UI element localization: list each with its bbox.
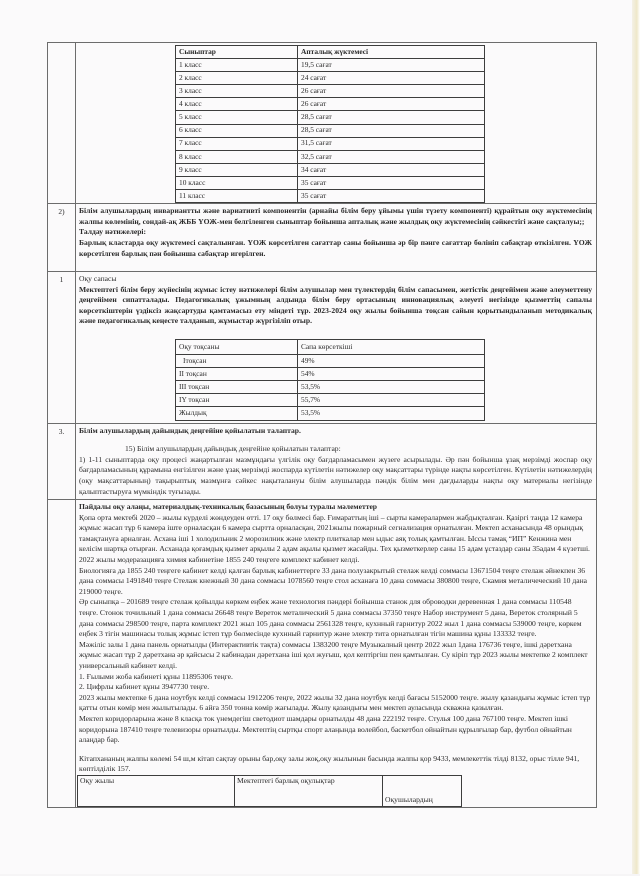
- section-title: Пайдалы оқу алаңы, материалдық-техникалық базасының болуы туралы мәлеметтер: [79, 502, 378, 512]
- quarter-cell: II тоқсан: [176, 368, 298, 381]
- class-cell: 5 класс: [176, 111, 298, 124]
- section-title: Оқу сапасы: [79, 274, 117, 284]
- table-row: [176, 381, 485, 394]
- hours-cell: 35 сағат: [298, 176, 485, 189]
- section-3-row: [48, 423, 597, 500]
- table-row: [176, 98, 485, 111]
- paragraph: Қопа орта мектебі 2020 – жылы күрделі жөндеуден өтті. 17 оқу бөлмесі бар. Ғимараттың іші – сырты камералармен жабдықталған. Қазіргі таңда 12 камера жұмыс жасап тұр 6 камера іште орналасқан 6 камера сыртта орналасқан, 2021жылы пожарный сегнализация орнатылған. Мектеп асханасында 48 орындық тамақтануға арналған. Асхана іші 1 холодильник 2 морозилник және электр плиткалар мен ыдыс аяқ толық қамтылған. Ыссы тамақ “ИП” Кенжина мен келісім шартқа отырған. Асханада қоғамдық қызмет арқылы 2 адам ақылы қызмет жасайды. Тех қызметкерлер саны 15 адам ұстаздар саны 35адам 4 күзетші.: [79, 512, 590, 554]
- section-number: 3.: [48, 423, 76, 500]
- class-cell: 1 класс: [176, 59, 298, 72]
- table-row: [176, 72, 485, 85]
- quality-table: [175, 339, 485, 420]
- class-cell: 8 класс: [176, 150, 298, 163]
- quarter-cell: Iтоқсан: [176, 355, 298, 368]
- textbooks-table: [77, 775, 462, 807]
- table-row: [176, 407, 485, 420]
- table-row: [176, 150, 485, 163]
- hours-cell: 26 сағат: [298, 85, 485, 98]
- table-row: [176, 355, 485, 368]
- class-cell: 2 класс: [176, 72, 298, 85]
- paragraph: Биологияға да 1855 240 теңгеге кабинет келді қалған барлық кабинеттерге 33 дана полузакрытый стелаж келді соммасы 13671504 теңге стелаж әйнекпен 36 дана соммасы 1491840 теңге Стелаж кнежный 30 дана соммасы 1078560 теңге стол асханаға 10 дана соммасы 380800 теңге, Скамия металичеческий 10 дана 219000 теңге.: [79, 565, 588, 596]
- quality-cell: 54%: [298, 368, 485, 381]
- paragraph: Мектеп коридорларына және 8 класқа ток үнемдегіш светодиот шамдары орнатылды 48 дана 222192 теңге. Стулья 100 дана 767100 теңге. Мектеп ішкі коридорына 187410 теңге телевизоры орнатылды. Мектептің сыртқы спорт алаңында волейбол, баскетбол ойнайтын құрылғылар бар, футбол ойнайтын алаңдар бар.: [79, 713, 572, 745]
- class-cell: 7 класс: [176, 137, 298, 150]
- col-header-students: Оқушылардың: [383, 775, 462, 806]
- class-cell: 10 класс: [176, 176, 298, 189]
- quality-cell: 53,5%: [298, 381, 485, 394]
- class-cell: 4 класс: [176, 98, 298, 111]
- hours-cell: 31,5 сағат: [298, 137, 485, 150]
- section-number: 2): [48, 204, 76, 272]
- table-row: [176, 137, 485, 150]
- table-row: [176, 163, 485, 176]
- table-row: [176, 124, 485, 137]
- library-text: Кітапхананың жалпы көлемі 54 ш,м кітап сақтау орыны бар,оқу залы жоқ,оқу жылынын басында жалпы қор 9433, мемлекеттік тілді 8132, орыс тілле 941, көптілділік 157.: [79, 753, 580, 774]
- table-row: [176, 176, 485, 189]
- hours-cell: 24 сағат: [298, 72, 485, 85]
- table-row: [176, 394, 485, 407]
- hours-cell: 32,5 сағат: [298, 150, 485, 163]
- paragraph: Әр сыныпқа – 201689 теңге стелаж қойылды көркем еңбек және технология пәндері бойынша станок для оброводки деревенная 1 дана соммасы 110548 теңге. Стонок точильный 1 дана соммасы 26648 теңге Вереток металический 5 дана соммасы 37350 теңге Набор инструмент 5 дана, Вереток столярный 5 дана соммасы 298500 теңге, парта комплект 2021 жыл 105 дана соммасы 2561328 теңге, кухнный гарнитур 2022 жыл 1 дана соммасы 539000 теңге, көркем еңбек 3 тігін машинасы толық жұмыс істеп тұр бөлмесінде кухнный гарнитур және электр тита орнатылған тігін машина құны 133332 теңге.: [79, 597, 582, 639]
- quarter-cell: IY тоқсан: [176, 394, 298, 407]
- section-text: 1) 1-11 сыныптарда оқу процесі жаңартылған мазмұндағы үлгілік оқу бағдарламасымен жүзеге асырылады. Әр пән бойынша ұзақ мерзімді жоспар оқу бағдарламасының құрамына енгізілген және ұзақ мерзімді жоспарда күтілетін нәтижелер оқу мақсаттары түрінде нақты көрсетілген. Күтілетін нәтижелердің (оқу мақсаттарының) тақырыптық мазмұнға сәйкес нақыталануы білім алушыларда пәндік білім мен дағдыларды нақты оқу материалы негізінде қалыптастыруға мүмкіндік туғызады.: [79, 454, 592, 496]
- col-header-quarter: Оқу тоқсаны: [176, 340, 298, 355]
- quarter-cell: III тоқсан: [176, 381, 298, 394]
- section-quality-row: [48, 272, 597, 423]
- table-row: [176, 85, 485, 98]
- hours-cell: 35 сағат: [298, 190, 485, 203]
- section-text: Мектептегі білім беру жүйесінің жұмыс істеу нәтижелері білім алушылар мен түлектердің білім сапасымен, жетістік деңгейімен және әлеуметтену деңгейімен сипатталады. Педагогикалық ұжымның алдында білім беру ортасының инновациялық әлеуеті негізінде қызметтің сапалы көрсеткіштерін үздіксіз жақсартуды қамтамасыз ету міндеті тұр. 2023-2024 оқу жылы бойынша тоқсан сайын қорытындыланып методикалық және педагогикалық кеңесте талданып, жұмыстар жүргізіліп отыр.: [79, 284, 592, 326]
- table-row: [176, 368, 485, 381]
- load-row: [48, 43, 597, 204]
- section-materials-row: [48, 500, 597, 808]
- hours-cell: 26 сағат: [298, 98, 485, 111]
- hours-cell: 19,5 сағат: [298, 59, 485, 72]
- hours-cell: 28,5 сағат: [298, 111, 485, 124]
- quality-cell: 53,5%: [298, 407, 485, 420]
- analysis-text: Барлық кластарда оқу жүктемесі сақталынған. ҮОЖ көрсетілген сағаттар саны бойынша әр бір пәнге сағаттар бөлініп сабақтар өткізілген. ҮОЖ көрсетілген барлық пән бойынша сабақтар игерілген.: [79, 237, 592, 258]
- section-title: Білім алушылардың инвариантты және вариативті компонентін (арнайы білім беру ұйымы үшін түзету компоненті) құрайтын оқу жүктемесінің жалпы көлемінің, сондай-ақ ЖББ ҮОЖ-мен белгіленген сыныптар бойынша апталық және жылдық оқу жүктемесінің сәйкестігі және сақталуы;;: [79, 206, 592, 226]
- row-number-empty: [48, 43, 76, 204]
- col-header-all-textbooks: Мектептегі барлық оқулықтар: [235, 775, 383, 806]
- class-cell: 6 класс: [176, 124, 298, 137]
- col-header-weekly-load: Апталық жүктемесі: [298, 46, 485, 59]
- class-cell: 11 класс: [176, 190, 298, 203]
- table-row: [176, 111, 485, 124]
- table-row: [176, 190, 485, 203]
- paragraph: 1. Ғылыми жоба кабинеті құны 11895306 теңге.: [79, 671, 233, 681]
- paragraph: 2. Цифрлы кабинет құны 3947730 теңге.: [79, 682, 210, 692]
- class-cell: 9 класс: [176, 163, 298, 176]
- col-header-classes: Сыныптар: [176, 46, 298, 59]
- quality-cell: 55,7%: [298, 394, 485, 407]
- quality-cell: 49%: [298, 355, 485, 368]
- section-title: Білім алушылардың дайындық деңгейіне қойылатын талаптар.: [79, 425, 301, 435]
- class-cell: 3 класс: [176, 85, 298, 98]
- section-number: 1: [48, 272, 76, 423]
- col-header-year: Оқу жылы: [78, 775, 235, 806]
- section-subtitle: 15) Білім алушылардың дайындық деңгейіне қойылатын талаптар:: [125, 444, 341, 454]
- weekly-load-table: [175, 45, 485, 203]
- hours-cell: 34 сағат: [298, 163, 485, 176]
- col-header-quality: Сапа көрсеткіші: [298, 340, 485, 355]
- page-edge: [632, 0, 640, 876]
- table-row: [176, 59, 485, 72]
- row-number-empty: [48, 500, 76, 808]
- paragraph: 2023 жылы мектепке 6 дана ноутбук келді соммасы 1912206 теңге, 2022 жылы 32 дана ноутбук келді бағасы 5152000 теңге. жылу қазандығы жұмыс істеп тұр қатты отын көмір мен жылытылады. 6 айға 350 тонна көмір жағылады. Жылу қазандығы мен мектеп ауласында скважна қазылған.: [79, 692, 591, 713]
- hours-cell: 28,5 сағат: [298, 124, 485, 137]
- analysis-label: Талдау нәтижелері:: [79, 227, 147, 237]
- report-table: [47, 42, 597, 808]
- quarter-cell: Жылдық: [176, 407, 298, 420]
- section-2-row: [48, 204, 597, 272]
- paragraph: 2022 жылы модеразацияға химия кабинетіне 1855 240 теңгеге комплект кабинет келді.: [79, 555, 360, 565]
- paragraph: Мәжіліс залы 1 дана панель орнатылды (Интерактивтік тақта) соммасы 1383200 теңге Музыкалный центр 2022 жыл 1дана 176736 теңге, ішкі дәретхана жұмыс жасап тұр 2 дәретхана әр қайсысы 2 кабинадан дәретхана іші қол жуғыш, қол кептіргіш пен қамтылған. Су кіріп тұр 2023 жылы мектепке 2 комплект универсальный кабинет келді.: [79, 639, 588, 670]
